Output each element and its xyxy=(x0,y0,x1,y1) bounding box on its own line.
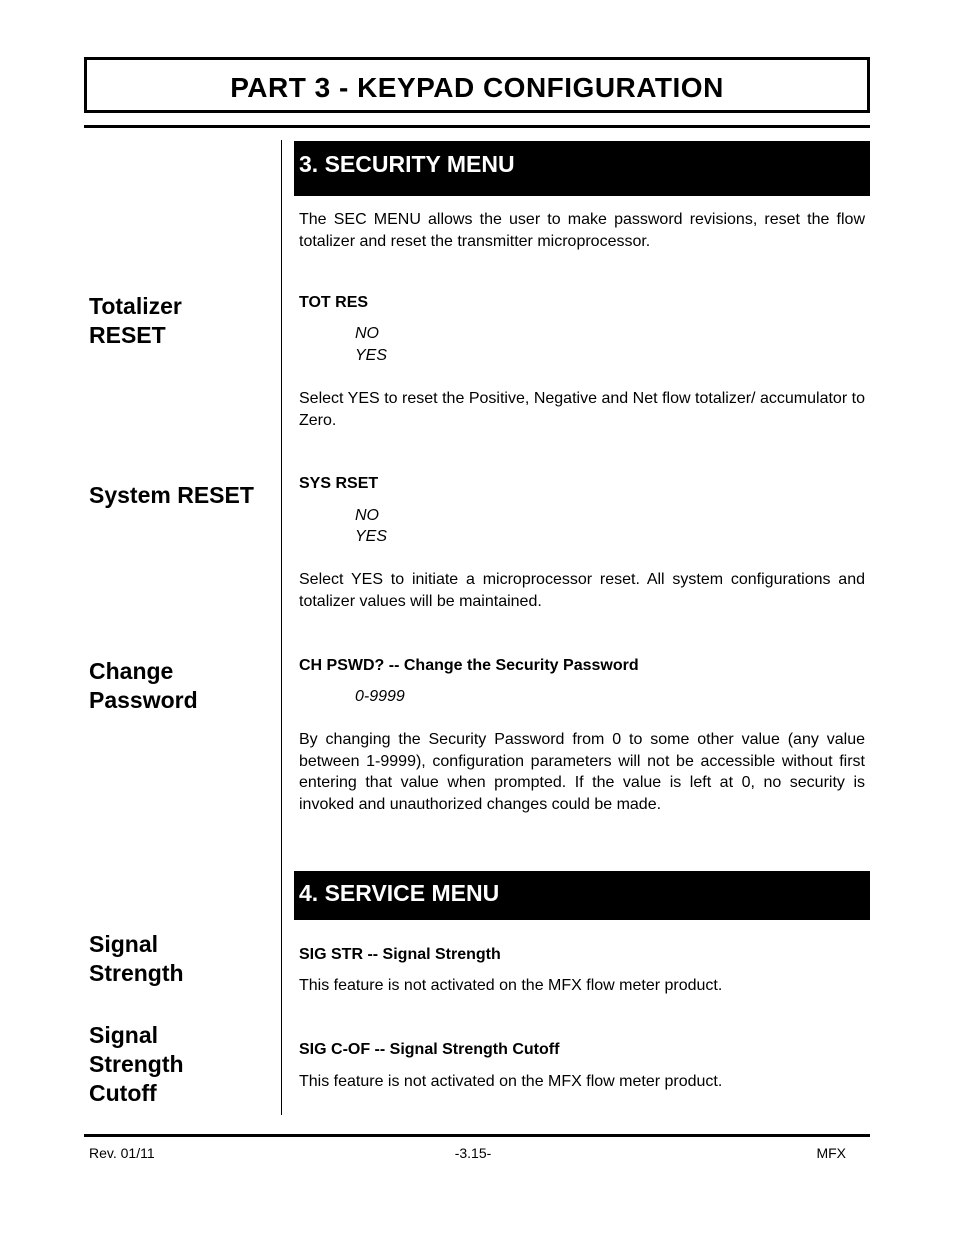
signal-strength-code: SIG STR -- Signal Strength xyxy=(299,946,501,963)
top-rule xyxy=(84,125,870,128)
totalizer-reset-description: Select YES to reset the Positive, Negative and Net flow totalizer/ accumulator to Zero. xyxy=(299,390,865,429)
service-menu-heading: 4. SERVICE MENU xyxy=(294,871,870,920)
footer-product: MFX xyxy=(816,1145,846,1161)
totalizer-reset-code: TOT RES xyxy=(299,294,369,311)
signal-strength-cutoff-description: This feature is not activated on the MFX flow meter product. xyxy=(299,1073,723,1090)
security-menu-heading: 3. SECURITY MENU xyxy=(294,141,870,196)
change-password-code: CH PSWD? -- Change the Security Password xyxy=(299,657,639,674)
signal-strength-cutoff-label-line3: Cutoff xyxy=(89,1080,157,1106)
bottom-rule xyxy=(84,1134,870,1137)
change-password-range: 0-9999 xyxy=(355,688,405,705)
signal-strength-cutoff-code: SIG C-OF -- Signal Strength Cutoff xyxy=(299,1041,560,1058)
system-reset-description: Select YES to initiate a microprocessor reset. All system configurations and totalizer values will be maintained. xyxy=(299,571,865,610)
system-reset-option-yes: YES xyxy=(355,528,388,545)
system-reset-code: SYS RSET xyxy=(299,475,379,492)
change-password-description: By changing the Security Password from 0 to some other value (any value between 1-9999), configuration parameters will not be accessible without first entering that value when prompted. If the value is left at 0, no security is invoked and unauthorized changes could be made. xyxy=(299,731,865,813)
totalizer-reset-label-line1: Totalizer xyxy=(89,293,182,319)
page-title: PART 3 - KEYPAD CONFIGURATION xyxy=(230,72,724,103)
totalizer-reset-label-line2: RESET xyxy=(89,322,166,348)
system-reset-label: System RESET xyxy=(89,482,254,508)
change-password-label-line1: Change xyxy=(89,658,174,684)
totalizer-reset-label xyxy=(89,292,279,350)
totalizer-reset-option-yes: YES xyxy=(355,347,388,364)
totalizer-reset-option-no: NO xyxy=(355,325,379,342)
signal-strength-label-line2: Strength xyxy=(89,960,184,986)
signal-strength-label xyxy=(89,930,279,988)
change-password-label xyxy=(89,657,279,715)
signal-strength-cutoff-label-line1: Signal xyxy=(89,1022,159,1048)
column-divider xyxy=(281,140,282,1115)
signal-strength-cutoff-label-line2: Strength xyxy=(89,1051,184,1077)
system-reset-option-no: NO xyxy=(355,507,379,524)
signal-strength-description: This feature is not activated on the MFX flow meter product. xyxy=(299,977,723,994)
security-menu-intro: The SEC MENU allows the user to make password revisions, reset the flow totalizer and reset the transmitter microprocessor. xyxy=(299,211,865,250)
signal-strength-cutoff-label xyxy=(89,1021,279,1108)
footer-revision: Rev. 01/11 xyxy=(89,1145,155,1161)
change-password-label-line2: Password xyxy=(89,687,198,713)
footer-page-number: -3.15- xyxy=(454,1145,492,1161)
signal-strength-label-line1: Signal xyxy=(89,931,159,957)
